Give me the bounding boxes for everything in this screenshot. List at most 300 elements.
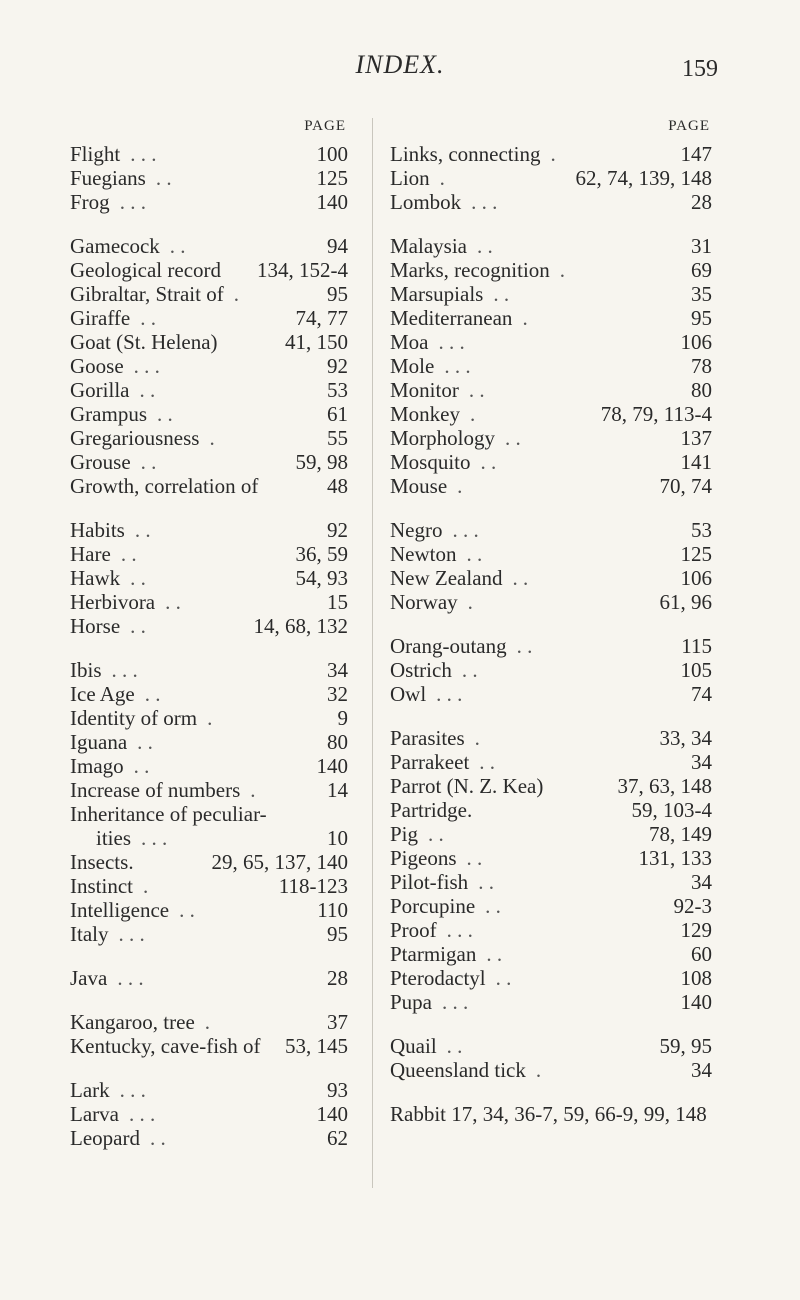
index-term: Flight [70, 142, 121, 166]
leader-dots: . . . [130, 142, 157, 166]
index-entry [70, 922, 350, 946]
index-entry [70, 474, 350, 498]
leader-dots: . . [479, 750, 496, 774]
leader-dots: . [470, 402, 476, 426]
index-letter-group [390, 1102, 714, 1126]
index-term: Proof [390, 918, 437, 942]
page-references: 92 [327, 354, 348, 378]
index-term: Parrot (N. Z. Kea) [390, 774, 544, 798]
page-references: 61, 96 [659, 590, 712, 614]
index-term: Kangaroo, tree [70, 1010, 195, 1034]
page-number: 159 [682, 56, 718, 82]
index-letter-group [70, 142, 350, 214]
index-term: Frog [70, 190, 110, 214]
page-references: 10 [327, 826, 348, 850]
index-entry [390, 142, 714, 166]
leader-dots: . . [134, 518, 151, 542]
leader-dots: . [233, 282, 239, 306]
leader-dots: . . [478, 870, 494, 894]
index-letter-group [390, 234, 714, 498]
page-references: 110 [317, 898, 348, 922]
index-term: Pupa [390, 990, 432, 1014]
page-references: 134, 152-4 [257, 258, 348, 282]
leader-dots: . . . [119, 1078, 146, 1102]
page-references: 92-3 [673, 894, 712, 918]
index-letter-group [70, 658, 350, 946]
page-references: 61 [327, 402, 348, 426]
leader-dots: . . [446, 1034, 463, 1058]
index-entry [70, 658, 350, 682]
index-term: Imago [70, 754, 124, 778]
index-entry [70, 378, 350, 402]
index-term: Iguana [70, 730, 128, 754]
index-term: Kentucky, cave-fish of [70, 1034, 261, 1058]
index-term: Fuegians [70, 166, 146, 190]
index-entry [390, 402, 714, 426]
index-entry [70, 1078, 350, 1102]
page-references: 131, 133 [638, 846, 712, 870]
index-entry [390, 750, 714, 774]
leader-dots: . . [149, 1126, 166, 1150]
leader-dots: . . . [128, 1102, 156, 1126]
page-references: 35 [691, 282, 712, 306]
leader-dots: . [550, 142, 556, 166]
leader-dots: . . [512, 566, 529, 590]
page-references: 28 [327, 966, 348, 990]
index-term: Insects. [70, 850, 134, 874]
index-entry [70, 330, 350, 354]
index-term: Leopard [70, 1126, 140, 1150]
page-references: 140 [680, 990, 712, 1014]
index-term: Negro [390, 518, 443, 542]
index-entry [70, 1126, 350, 1150]
index-entry [70, 258, 350, 282]
index-entry [70, 898, 350, 922]
index-entry [70, 1102, 350, 1126]
index-term: Marsupials [390, 282, 484, 306]
leader-dots: . . . [444, 354, 471, 378]
page-references: 95 [327, 282, 348, 306]
index-term: Morphology [390, 426, 495, 450]
page-references: 15 [327, 590, 348, 614]
leader-dots: . . [120, 542, 137, 566]
index-term: Herbivora [70, 590, 156, 614]
index-entry [390, 378, 714, 402]
index-entry [70, 754, 350, 778]
index-term: Malaysia [390, 234, 467, 258]
index-entry [390, 354, 714, 378]
page-references: 125 [680, 542, 712, 566]
index-entry [390, 426, 714, 450]
page-references: 14 [327, 778, 348, 802]
index-term: Inheritance of peculiar- [70, 802, 267, 826]
page-references: 78 [691, 354, 712, 378]
page-references: 106 [680, 566, 712, 590]
page-references: 32 [327, 682, 348, 706]
leader-dots: . [439, 166, 445, 190]
index-entry [70, 542, 350, 566]
page-references: 60 [691, 942, 712, 966]
page-references: 34 [691, 1058, 712, 1082]
index-term: Monitor [390, 378, 459, 402]
index-term: Quail [390, 1034, 437, 1058]
index-letter-group [70, 1010, 350, 1058]
index-entry [390, 190, 714, 214]
page-references: 80 [327, 730, 348, 754]
index-term: Mosquito [390, 450, 471, 474]
leader-dots: . . [144, 682, 161, 706]
index-term: Larva [70, 1102, 119, 1126]
index-entry [390, 870, 714, 894]
leader-dots: . . [130, 614, 146, 638]
index-term: Parrakeet [390, 750, 470, 774]
index-entry [390, 566, 714, 590]
page-references: 129 [680, 918, 712, 942]
index-letter-group [70, 1078, 350, 1150]
page-references: 41, 150 [285, 330, 348, 354]
index-entry [70, 306, 350, 330]
index-entry [390, 1102, 714, 1126]
page-references: 147 [680, 142, 712, 166]
index-term: Intelligence [70, 898, 170, 922]
index-term: ities [96, 826, 131, 850]
index-term: Marks, recognition [390, 258, 550, 282]
index-entry [390, 774, 714, 798]
leader-dots: . . [165, 590, 181, 614]
index-letter-group [70, 966, 350, 990]
page-references: 106 [680, 330, 712, 354]
leader-dots: . . [428, 822, 444, 846]
leader-dots: . . [485, 894, 501, 918]
index-term: Ostrich [390, 658, 452, 682]
leader-dots: . [207, 706, 213, 730]
page-references: 37, 63, 148 [617, 774, 712, 798]
leader-dots: . . [476, 234, 493, 258]
index-term: Goose [70, 354, 124, 378]
index-entry [70, 402, 350, 426]
index-letter-group [390, 1034, 714, 1082]
page-references: 95 [327, 922, 348, 946]
page-references: 9 [337, 706, 348, 730]
index-entry [70, 354, 350, 378]
leader-dots: . . . [442, 990, 469, 1014]
index-entry [390, 330, 714, 354]
page-references: 118-123 [278, 874, 348, 898]
leader-dots: . . . [436, 682, 463, 706]
index-entry [70, 1034, 350, 1058]
leader-dots: . . . [133, 354, 160, 378]
index-entry [390, 1058, 714, 1082]
leader-dots: . . [495, 966, 512, 990]
page-references: 53, 145 [285, 1034, 348, 1058]
leader-dots: . . [140, 306, 156, 330]
page-references: 125 [316, 166, 348, 190]
index-term: Orang-outang [390, 634, 507, 658]
index-entry [70, 190, 350, 214]
index-entry [70, 682, 350, 706]
page-references: 140 [316, 1102, 348, 1126]
index-entry [390, 518, 714, 542]
index-entry [70, 966, 350, 990]
page-references: 80 [691, 378, 712, 402]
page-column-label: PAGE [668, 118, 710, 134]
index-term: Porcupine [390, 894, 476, 918]
index-term: Lion [390, 166, 430, 190]
leader-dots: . [143, 874, 149, 898]
index-entry [70, 166, 350, 190]
index-entry [390, 942, 714, 966]
index-entry [390, 966, 714, 990]
index-entry [70, 1010, 350, 1034]
index-entry [70, 234, 350, 258]
index-term: Ice Age [70, 682, 135, 706]
leader-dots: . . . [471, 190, 498, 214]
index-entry [70, 706, 350, 730]
leader-dots: . [250, 778, 256, 802]
index-letter-group [390, 142, 714, 214]
index-entry [390, 634, 714, 658]
index-entry [390, 258, 714, 282]
page-references: 48 [327, 474, 348, 498]
index-entry [70, 826, 350, 850]
leader-dots: . . [140, 450, 157, 474]
index-entry [390, 282, 714, 306]
index-entry [70, 590, 350, 614]
index-entry [390, 918, 714, 942]
leader-dots: . . [505, 426, 521, 450]
page-references: 93 [327, 1078, 348, 1102]
leader-dots: . [204, 1010, 211, 1034]
page-references: 34 [327, 658, 348, 682]
page-references: 140 [316, 754, 348, 778]
index-term: Instinct [70, 874, 133, 898]
index-term: Pig [390, 822, 419, 846]
leader-dots: . . [466, 542, 483, 566]
leader-dots: . [522, 306, 528, 330]
index-term: Mouse [390, 474, 448, 498]
index-entry [390, 726, 714, 750]
index-entry [390, 1034, 714, 1058]
index-entry [390, 474, 714, 498]
leader-dots: . . . [117, 966, 144, 990]
page-references: 17, 34, 36-7, 59, 66-9, 99, 148 [451, 1102, 707, 1126]
index-entry [390, 990, 714, 1014]
leader-dots: . . . [438, 330, 465, 354]
page-references: 28 [691, 190, 712, 214]
index-term: Identity of orm [70, 706, 198, 730]
index-term: Increase of numbers [70, 778, 241, 802]
page-references: 54, 93 [295, 566, 348, 590]
index-entry [70, 730, 350, 754]
index-term: Horse [70, 614, 121, 638]
index-entry [390, 590, 714, 614]
page-references: 14, 68, 132 [253, 614, 348, 638]
index-term: Mediterranean [390, 306, 513, 330]
index-entry [390, 894, 714, 918]
leader-dots: . . . [118, 922, 145, 946]
index-term: Queensland tick [390, 1058, 526, 1082]
column-divider [372, 118, 373, 1188]
page-references: 31 [691, 234, 712, 258]
index-term: Habits [70, 518, 125, 542]
page-references: 36, 59 [295, 542, 348, 566]
page-references: 34 [691, 870, 712, 894]
index-term: Pigeons [390, 846, 457, 870]
page-references: 53 [327, 378, 348, 402]
index-term: Growth, correlation of [70, 474, 259, 498]
leader-dots: . . . [141, 826, 168, 850]
page-references: 62 [327, 1126, 348, 1150]
index-entry [390, 450, 714, 474]
index-term: Monkey [390, 402, 460, 426]
index-term: Norway [390, 590, 458, 614]
leader-dots: . . [157, 402, 173, 426]
leader-dots: . . [466, 846, 483, 870]
page-references: 78, 149 [649, 822, 712, 846]
index-entry [70, 614, 350, 638]
index-entry [70, 518, 350, 542]
leader-dots: . . [130, 566, 146, 590]
index-term: Gregariousness [70, 426, 200, 450]
index-term: Italy [70, 922, 109, 946]
index-column-left [70, 118, 350, 1170]
index-entry [70, 566, 350, 590]
leader-dots: . . . [111, 658, 138, 682]
page-references: 108 [680, 966, 712, 990]
index-term: Gamecock [70, 234, 160, 258]
index-term: Newton [390, 542, 457, 566]
page-references: 59, 95 [659, 1034, 712, 1058]
page-references: 34 [691, 750, 712, 774]
index-entry [70, 282, 350, 306]
index-term: Moa [390, 330, 429, 354]
index-term: Mole [390, 354, 435, 378]
leader-dots: . [559, 258, 566, 282]
index-letter-group [390, 634, 714, 706]
leader-dots: . . [461, 658, 478, 682]
page-references: 59, 103-4 [631, 798, 712, 822]
index-letter-group [390, 726, 714, 1014]
page-references: 70, 74 [659, 474, 712, 498]
page-references: 29, 65, 137, 140 [211, 850, 348, 874]
index-term: Hawk [70, 566, 121, 590]
index-term: Geological record [70, 258, 222, 282]
page-references: 92 [327, 518, 348, 542]
index-term: Pterodactyl [390, 966, 486, 990]
leader-dots: . [467, 590, 473, 614]
index-term: Parasites [390, 726, 465, 750]
leader-dots: . . [493, 282, 510, 306]
page-references: 69 [691, 258, 712, 282]
leader-dots: . . [468, 378, 485, 402]
page-references: 94 [327, 234, 348, 258]
page-references: 137 [680, 426, 712, 450]
page-column-label: PAGE [304, 118, 346, 134]
index-entry [390, 846, 714, 870]
index-entry [70, 778, 350, 802]
page-references: 74, 77 [295, 306, 348, 330]
leader-dots: . [535, 1058, 542, 1082]
index-term: Partridge. [390, 798, 473, 822]
page-references: 33, 34 [659, 726, 712, 750]
page-references: 37 [327, 1010, 348, 1034]
leader-dots: . [457, 474, 463, 498]
page-references: 140 [316, 190, 348, 214]
page-references: 62, 74, 139, 148 [575, 166, 712, 190]
index-term: Lark [70, 1078, 110, 1102]
index-entry [390, 306, 714, 330]
leader-dots: . . [155, 166, 172, 190]
index-entry [70, 802, 350, 826]
leader-dots: . . [137, 730, 153, 754]
index-term: Java [70, 966, 108, 990]
page-references: 53 [691, 518, 712, 542]
page-header [0, 50, 800, 90]
page-title: INDEX. [355, 50, 445, 79]
leader-dots: . . [133, 754, 150, 778]
leader-dots: . [474, 726, 480, 750]
page-references: 105 [680, 658, 712, 682]
index-term: Ibis [70, 658, 102, 682]
page-references: 74 [691, 682, 712, 706]
index-entry [70, 450, 350, 474]
leader-dots: . . [480, 450, 497, 474]
index-term: Grouse [70, 450, 131, 474]
index-entry [390, 166, 714, 190]
index-entry [390, 822, 714, 846]
page-references: 55 [327, 426, 348, 450]
index-entry [390, 542, 714, 566]
leader-dots: . . [486, 942, 503, 966]
leader-dots: . . . [446, 918, 473, 942]
index-entry [390, 682, 714, 706]
page-references: 78, 79, 113-4 [600, 402, 712, 426]
page-references: 100 [316, 142, 348, 166]
leader-dots: . . [179, 898, 195, 922]
page-references: 59, 98 [295, 450, 348, 474]
index-term: Gorilla [70, 378, 130, 402]
index-term: New Zealand [390, 566, 503, 590]
index-letter-group [70, 518, 350, 638]
leader-dots: . . . [452, 518, 479, 542]
page-references: 95 [691, 306, 712, 330]
index-letter-group [390, 518, 714, 614]
index-term: Ptarmigan [390, 942, 477, 966]
index-entry [70, 850, 350, 874]
index-term: Grampus [70, 402, 147, 426]
index-term: Hare [70, 542, 111, 566]
leader-dots: . [209, 426, 215, 450]
index-term: Gibraltar, Strait of [70, 282, 224, 306]
index-letter-group [70, 234, 350, 498]
index-term: Links, connecting [390, 142, 541, 166]
leader-dots: . . [516, 634, 533, 658]
index-term: Rabbit [390, 1102, 446, 1126]
leader-dots: . . . [119, 190, 146, 214]
index-entry [70, 426, 350, 450]
index-term: Pilot-fish [390, 870, 469, 894]
leader-dots: . . [169, 234, 186, 258]
page-references: 141 [680, 450, 712, 474]
index-column-right [390, 118, 714, 1146]
leader-dots: . . [139, 378, 156, 402]
index-term: Owl [390, 682, 427, 706]
index-entry [70, 874, 350, 898]
index-entry [390, 234, 714, 258]
index-entry [70, 142, 350, 166]
index-term: Lombok [390, 190, 462, 214]
index-entry [390, 658, 714, 682]
